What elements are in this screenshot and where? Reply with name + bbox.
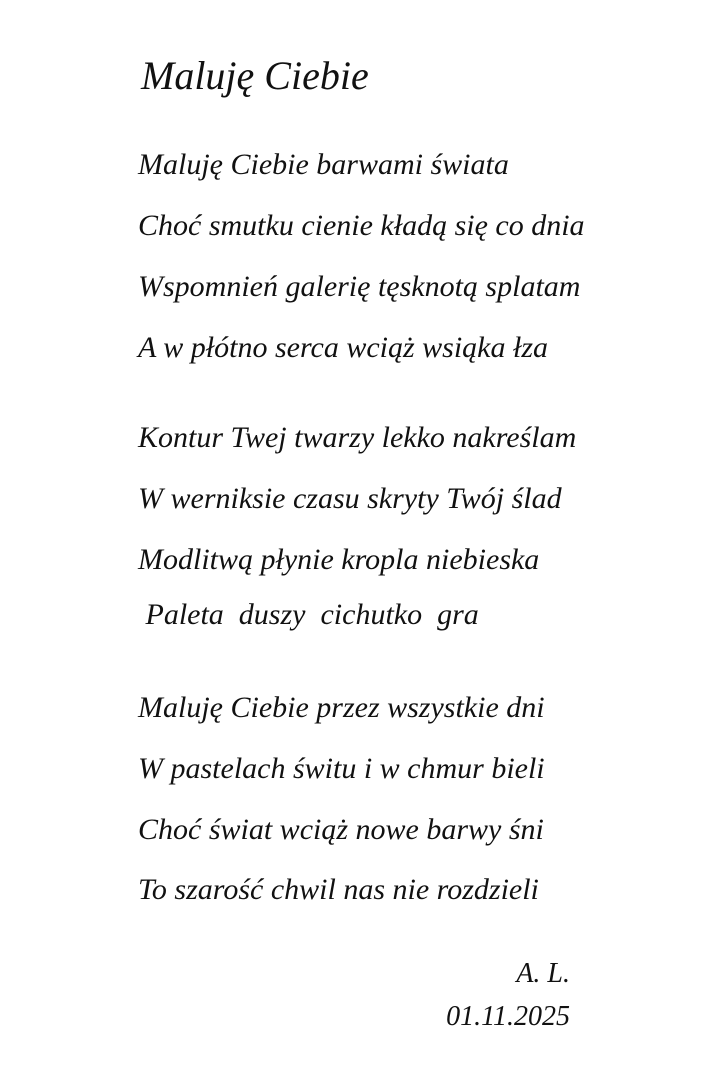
poem-line: Kontur Twej twarzy lekko nakreślam bbox=[138, 421, 577, 454]
poem-line: Maluję Ciebie przez wszystkie dni bbox=[138, 691, 545, 724]
poem-line: Maluję Ciebie barwami świata bbox=[138, 148, 509, 181]
poem-line: A w płótno serca wciąż wsiąka łza bbox=[138, 331, 549, 364]
poem-line: To szarość chwil nas nie rozdzieli bbox=[138, 873, 539, 906]
poem-title: Maluję Ciebie bbox=[141, 53, 369, 98]
poem-line: Choć świat wciąż nowe barwy śni bbox=[138, 813, 544, 846]
poem-line: Modlitwą płynie kropla niebieska bbox=[138, 543, 540, 576]
poem-date: 01.11.2025 bbox=[446, 1001, 570, 1032]
author-initials: A. L. bbox=[516, 958, 570, 989]
poem-line: W pastelach świtu i w chmur bieli bbox=[138, 752, 545, 785]
poem-line: Paleta duszy cichutko gra bbox=[138, 598, 479, 631]
poem-line: W werniksie czasu skryty Twój ślad bbox=[138, 482, 562, 515]
poem-line: Choć smutku cienie kładą się co dnia bbox=[138, 209, 585, 242]
poem-line: Wspomnień galerię tęsknotą splatam bbox=[138, 270, 581, 303]
